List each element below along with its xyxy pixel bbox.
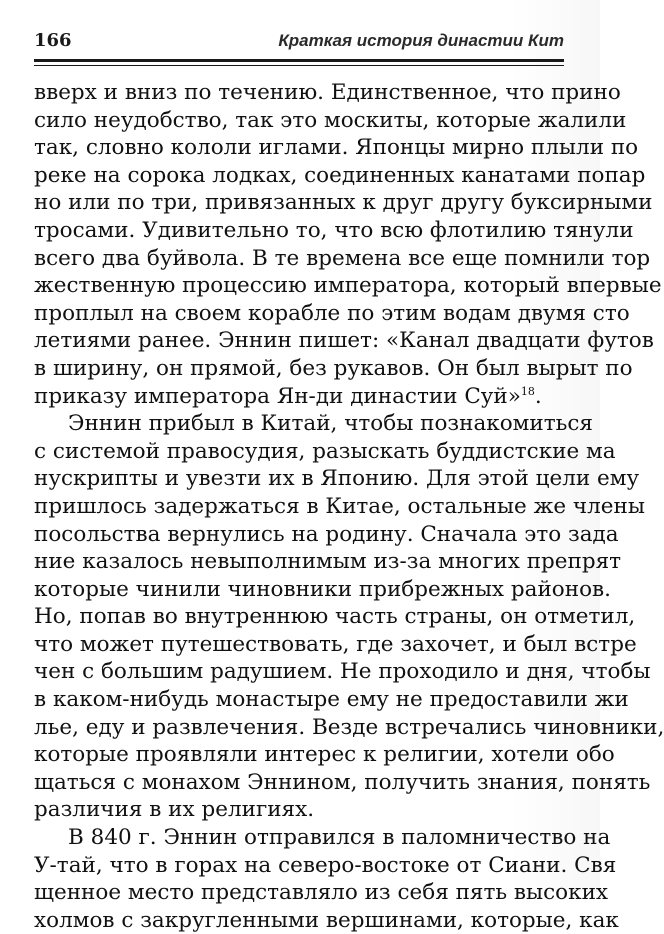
text-line: Эннин прибыл в Китай, чтобы познакомиться [68, 411, 593, 437]
text-line: пришлось задержаться в Китае, остальные же члены [34, 493, 645, 519]
text-line: но или по три, привязанных к друг другу буксирными [34, 190, 653, 216]
text-line: тросами. Удивительно то, что всю флотилию тянули [34, 217, 634, 243]
text-line-last: различия в их религиях. [34, 797, 315, 823]
text-line: чен с большим радушием. Не проходило и дня, чтобы [34, 659, 651, 685]
text-line: Но, попав во внутреннюю часть страны, он отметил, [34, 604, 636, 630]
text-line: которые проявляли интерес к религии, хотели обо [34, 742, 615, 768]
text-line: щенное место представляло из себя пять высоких [34, 880, 609, 906]
page-number: 166 [34, 30, 72, 51]
text-line: У-тай, что в горах на северо-востоке от Сиани. Свя [34, 852, 617, 878]
text-line: с системой правосудия, разыскать буддистские ма [34, 438, 616, 464]
running-title: Краткая история династии Кит [278, 31, 564, 50]
header-rule-thin [34, 65, 564, 66]
paragraph [34, 79, 662, 410]
text-line: проплыл на своем корабле по этим водам двумя сто [34, 300, 630, 326]
text-line: лье, еду и развлечения. Везде встречались чиновники, [34, 714, 664, 740]
text-line-content: приказу императора Ян-ди династии Суй» [34, 383, 521, 409]
page-header [34, 30, 564, 56]
text-line: так, словно кололи иглами. Японцы мирно плыли по [34, 135, 639, 161]
text-line: сило неудобство, так это москиты, которые жалили [34, 107, 627, 133]
text-line: в каком-нибудь монастыре ему не предоставили жи [34, 687, 629, 713]
text-line: в ширину, он прямой, без рукавов. Он был вырыт по [34, 355, 633, 381]
text-line: которые чинили чиновники прибрежных районов. [34, 576, 611, 602]
text-line: холмов с закругленными вершинами, которые, как [34, 907, 619, 933]
paragraph [34, 410, 664, 824]
text-line-last: приказу императора Ян-ди династии Суй»$^{18}$. [34, 383, 542, 409]
text-line: всего два буйвола. В те времена все еще помнили тор [34, 245, 651, 271]
body-text [34, 79, 664, 934]
text-line: щаться с монахом Эннином, получить знания, понять [34, 769, 651, 795]
text-line: вверх и вниз по течению. Единственное, что прино [34, 80, 621, 105]
text-line: что может путешествовать, где захочет, и был встре [34, 631, 637, 657]
text-line: В 840 г. Эннин отправился в паломничество на [68, 825, 611, 851]
text-line: нускрипты и увезти их в Японию. Для этой цели ему [34, 466, 640, 492]
text-line: летиями ранее. Эннин пишет: «Канал двадцати футов [34, 328, 654, 354]
text-line: ние казалось невыполнимым из-за многих препрят [34, 549, 622, 575]
paragraph [34, 824, 619, 934]
text-line: жественную процессию императора, который впервые [34, 273, 662, 299]
text-line: реке на сорока лодках, соединенных канатами попар [34, 162, 646, 188]
footnote-marker: 18 [520, 384, 535, 398]
header-rule-thick [34, 59, 564, 62]
text-line: посольства вернулись на родину. Сначала это зада [34, 521, 619, 547]
